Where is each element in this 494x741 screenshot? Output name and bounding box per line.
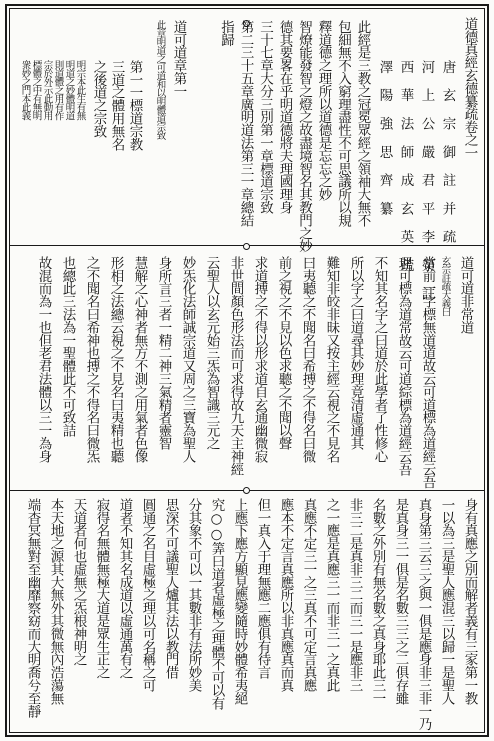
text-column: 指歸 — [218, 20, 234, 46]
text-column: 包細無不入窮理盡性不可思議所以規 — [335, 20, 351, 227]
text-column: 不知其名字之曰道於此學者了性修心 — [371, 256, 388, 463]
text-column: 究○○筭曰道者虛極之理體不可以有 — [208, 498, 225, 710]
verse-heading: 道可道非常道 — [457, 256, 474, 334]
text-column: 真身第三云三之與一俱是應身非三非一乃 — [415, 498, 432, 731]
text-column: 身有真應之別而解者義有三家第一教 — [461, 498, 478, 705]
text-column: 第二三十五章廣明道法第三一章總結 — [237, 20, 254, 227]
text-column: 慧解之心神者無方不測之用氣者色像 — [131, 256, 148, 463]
text-column: 非世間顏色形法而可求得故九天主神經 — [227, 256, 244, 476]
text-column: 三十七章大分三別第一章標道宗致 — [257, 20, 273, 214]
text-column: 理可標為道常故云可道綜標為道經云吾 — [395, 256, 412, 476]
text-column: 但一真入于理無應二應俱有待言 — [254, 498, 271, 679]
annotation-column: 則道體之用有作 — [52, 60, 64, 120]
text-column: 難知非皎非昧又按主經云視之不見名 — [323, 256, 340, 463]
annotation-column: 明道之妙體明道 — [63, 60, 75, 120]
text-column: 名數之外別有無名數之真身耶此三一 — [369, 498, 386, 705]
text-column: 思深不可議聖人爐其法以教門借 — [162, 498, 179, 679]
author-line: 河 上 公 嚴 君 平 李 榮 註 — [418, 60, 435, 300]
text-column: 求道搏之不得以形求道自玄通幽微寂 — [251, 256, 268, 463]
annotation-column: 明宗本此生有無 — [74, 60, 86, 120]
text-column: 真應不定三一之三真不可定言真應 — [300, 498, 317, 692]
ring-mark — [243, 243, 250, 250]
text-column: 第一一標道宗教 — [126, 60, 143, 151]
annotation-column: 標體之中有無明 — [30, 60, 42, 120]
chapter-heading: 道可道章第一 — [170, 20, 187, 98]
text-column: 形相之法總云視之不見名曰夷精也聽 — [107, 256, 124, 463]
text-column: 之一應是真應三一而非三一之真此 — [323, 498, 340, 692]
author-line: 西 華 法 師 成 玄 英 疏 — [397, 60, 414, 272]
text-column: 道者不知其名成道以虛通萬有之 — [116, 498, 133, 679]
volume-title: 道德真經玄德纂疏卷之一 — [461, 17, 478, 159]
text-column: 端杳冥無對至幽靡察窈而大明喬兮至靜 — [24, 498, 41, 718]
text-column: 一以為三是聖人應混三以歸一是聖人 — [438, 498, 455, 705]
verse-heading-note: 玄宗註疏大義曰 — [439, 256, 451, 316]
text-column: 云聖人以玄元始三炁為智識三元之 — [203, 256, 220, 450]
text-column: 智燎能發智之燈之故盡境智名其教門之妙 — [296, 20, 312, 253]
text-column: 三道之體用無名 — [108, 60, 125, 151]
annotation-column: 宗於外示此動用 — [41, 60, 53, 120]
text-column: 所以字之曰道尋其妙理竟清虛通其 — [347, 256, 364, 450]
text-column: 曰夷聽之不聞名曰希搏之不得名曰微 — [299, 256, 316, 463]
text-column: 本天地之源其大無外其微無內浩蕩無 — [47, 498, 64, 705]
text-column: 是真身三一俱是名數三三之二俱存雖 — [392, 498, 409, 705]
text-column: 也總此三法為一聖體此不可致詰 — [59, 256, 76, 437]
text-column: 身所言三者一精二神三氣精者靈智 — [155, 256, 172, 450]
annotation-column: 衆妙之門本此義 — [19, 60, 31, 120]
text-column: 德其要畧在乎明道德將夫理國理身 — [276, 20, 293, 214]
text-column: 之不聞名曰希神也搏之不得名曰微炁 — [83, 256, 100, 463]
text-column: 前之視之不見以色求聽之不聞以聲 — [275, 256, 292, 450]
text-column: 妙炁化法師誠宗道又周之三寶為聖人 — [179, 256, 196, 463]
text-column: 非三二是真非三二而三一是應非三 — [346, 498, 363, 692]
author-line: 唐 玄 宗 御 註 并 疏 — [439, 60, 456, 243]
text-column: 常前一字標無道道故云可道標為道經云吾 — [419, 256, 436, 489]
text-column: 上應下應方顯見應變隨時妙體希夷絕 — [231, 498, 248, 705]
ring-mark — [243, 487, 250, 494]
author-line: 澤 陽 強 思 齊 纂 — [376, 60, 393, 215]
text-column: 釋道德之理所以道德是忘忘之妙 — [315, 20, 332, 201]
text-column: 寂得名無體無極大道是眾生正之 — [93, 498, 110, 679]
chapter-heading-note: 此章明道之可道和以明體道宗致 — [154, 20, 166, 139]
text-column: 天道者何也虛無之炁根神明之 — [70, 498, 87, 666]
text-column: 圓通之名目虛極之理以可名稱之可 — [139, 498, 156, 692]
text-column: 應本不定言真應所以非真應真而真 — [277, 498, 294, 692]
text-column: 此經是三教之冠冕眾經之領袖大無不 — [354, 20, 371, 227]
text-column: 分其象不可以一其數非有法所妙美 — [185, 498, 202, 692]
text-column: 之後道之宗致 — [90, 60, 107, 138]
text-column: 故混而為一也但老君法體以三一為身 — [35, 256, 52, 463]
